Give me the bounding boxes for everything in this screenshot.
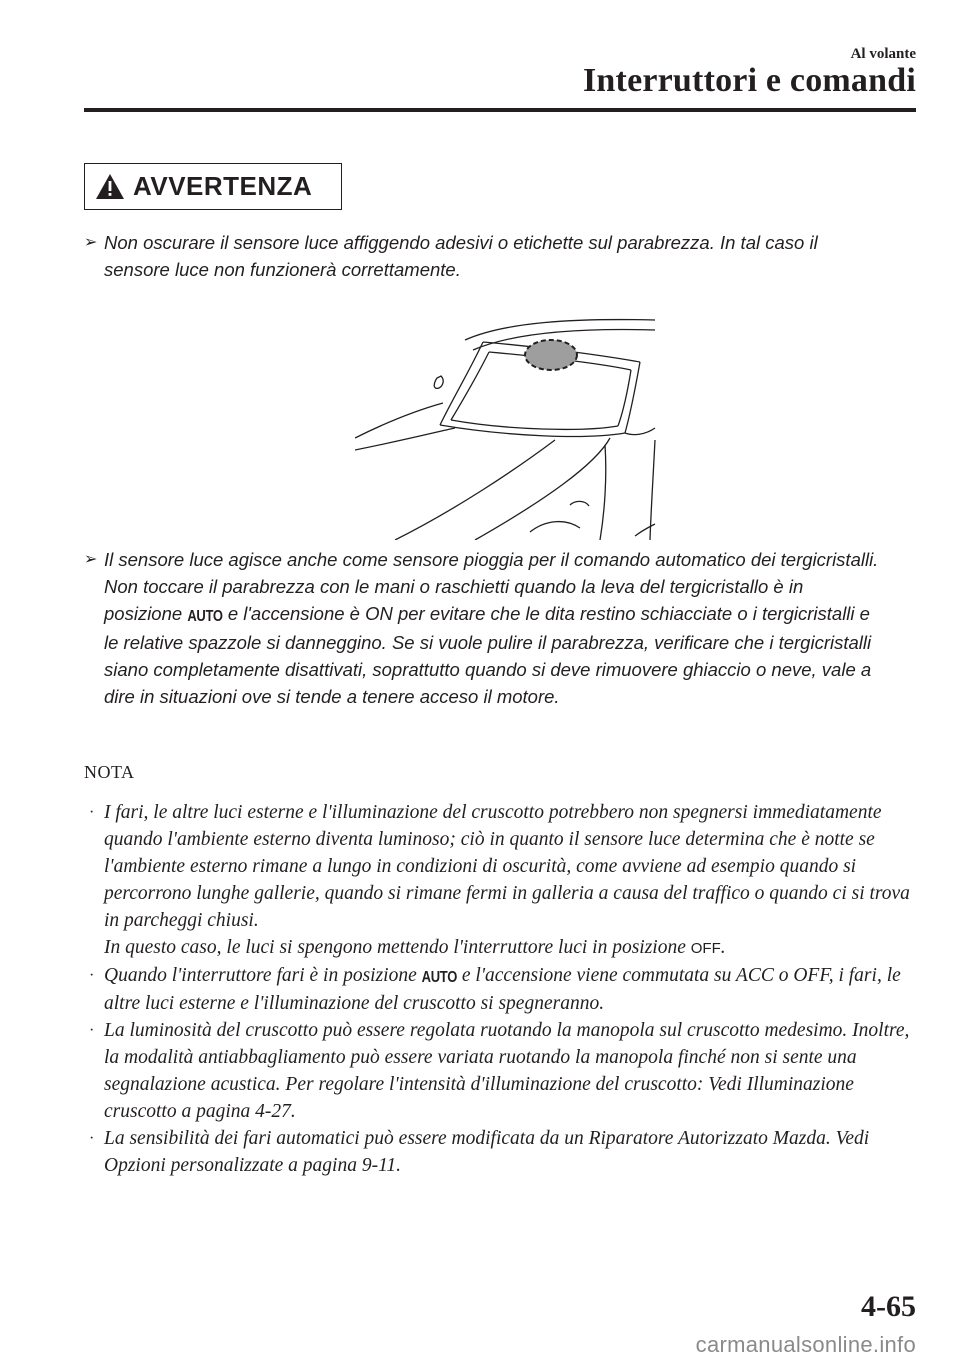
- warning-bullet-1: [84, 229, 884, 283]
- bullet-dot-icon: ·: [89, 1130, 95, 1147]
- bullet-dot-icon: ·: [89, 1022, 95, 1039]
- page-number: 4-65: [861, 1290, 916, 1323]
- arrow-bullet-icon: ➢: [84, 551, 98, 568]
- header-rule: [84, 108, 916, 112]
- warning-box: [84, 163, 342, 210]
- note-item-1-text-b: In questo caso, le luci si spengono mettendo l'interruttore luci in posizione: [104, 937, 691, 958]
- note-item: [84, 962, 924, 1017]
- bullet-dot-icon: ·: [89, 967, 95, 984]
- note-list: [84, 799, 924, 1179]
- off-position-label: OFF: [690, 940, 721, 957]
- note-item-4-text: La sensibilità dei fari automatici può essere modificata da un Riparatore Autorizzato Mazda. Vedi Opzioni personalizzate a pagina 9-11.: [104, 1128, 870, 1176]
- warning-bullet-1-text: Non oscurare il sensore luce affiggendo adesivi o etichette sul parabrezza. In tal caso il sensore luce non funzionerà correttamente.: [104, 232, 818, 280]
- note-title: NOTA: [84, 762, 135, 782]
- header-section-label: Al volante: [850, 46, 916, 62]
- auto-position-label: AUTO: [187, 606, 223, 625]
- note-item-2-text-a: Quando l'interruttore fari è in posizione: [104, 965, 422, 986]
- note-item-1-text: I fari, le altre luci esterne e l'illuminazione del cruscotto potrebbero non spegnersi immediatamente quando l'ambiente esterno diventa luminoso; ciò in quanto il sensore luce determina che è notte se l'ambiente esterno rimane a lungo in condizioni di oscurità, come avviene ad esempio quando si percorrono lunghe gallerie, quando si rimane fermi in galleria a causa del traffico o quando ci si trova in parcheggi chiusi.: [104, 802, 910, 931]
- note-item-1-text-c: .: [720, 937, 726, 958]
- warning-bullet-2-text-a: Il sensore luce agisce anche come sensore pioggia per il comando automatico dei tergicristalli. Non toccare il parabrezza con le mani o raschietti quando la leva del tergicristallo è in posizione: [104, 549, 879, 624]
- warning-bullet-2: [84, 546, 884, 710]
- note-item-3-text: La luminosità del cruscotto può essere regolata ruotando la manopola sul cruscotto medesimo. Inoltre, la modalità antiabbagliamento può essere variata ruotando la manopola finché non si sente una segnalazione acustica. Per regolare l'intensità d'illuminazione del cruscotto: Vedi Illuminazione cruscotto a pagina 4-27.: [104, 1020, 910, 1122]
- watermark: carmanualsonline.info: [695, 1332, 916, 1357]
- auto-position-label: AUTO: [421, 967, 458, 986]
- warning-triangle-icon: [95, 173, 125, 200]
- bullet-dot-icon: ·: [89, 804, 95, 821]
- note-item: [84, 1017, 924, 1125]
- note-item: [84, 799, 924, 962]
- note-item: [84, 1125, 924, 1179]
- note-item-2-text-b: e l'accensione viene commutata su ACC o OFF, i fari, le altre luci esterne e l'illuminazione del cruscotto si spegneranno.: [104, 965, 901, 1014]
- warning-bullet-2-text-b: e l'accensione è ON per evitare che le dita restino schiacciate o i tergicristalli e le relative spazzole si danneggino. Se si vuole pulire il parabrezza, verificare che i tergicristalli siano completamente disattivati, soprattutto quando si deve rimuovere ghiaccio o neve, vale a dire in situazioni ove si tende a tenere acceso il motore.: [104, 603, 872, 707]
- arrow-bullet-icon: ➢: [84, 234, 98, 251]
- warning-label: AVVERTENZA: [133, 171, 313, 201]
- page-title: Interruttori e comandi: [583, 62, 916, 99]
- windshield-light-sensor-illustration: [355, 300, 660, 540]
